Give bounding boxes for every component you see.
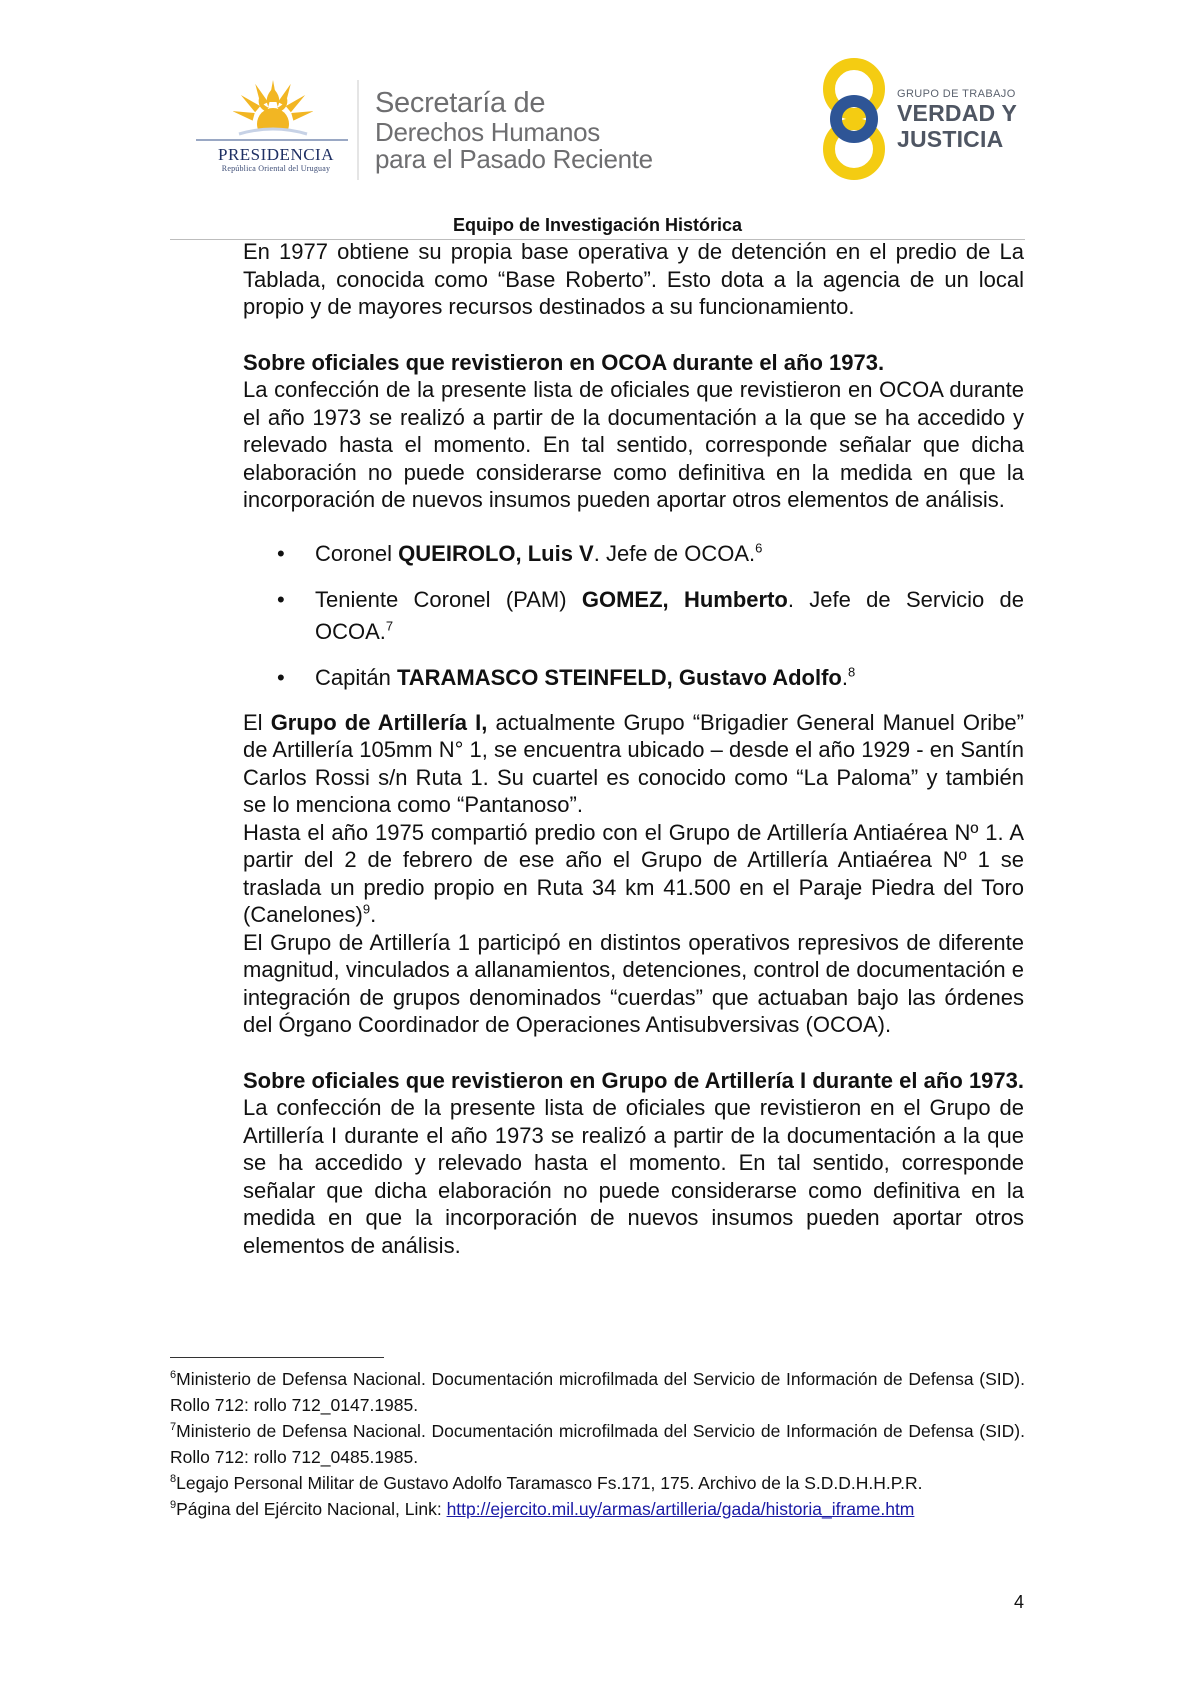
paragraph-predio: Hasta el año 1975 compartió predio con el Grupo de Artillería Antiaérea Nº 1. A partir del 2 de febrero de ese año el Grupo de Artillería Antiaérea Nº 1 se traslada un predio propio en Ruta 34 km 41.500 en el Paraje Piedra del Toro (Canelones)$^9$. xyxy=(243,819,1024,927)
section-ocoa-text: La confección de la presente lista de oficiales que revistieron en OCOA durante el año 1973 se realizó a partir de la documentación a la que se ha accedido y relevado hasta el momento. En tal sentido, corresponde señalar que dicha elaboración no puede considerarse como definitiva en la medida en que la incorporación de nuevos insumos pueden aportar otros elementos de análisis. xyxy=(243,377,1024,512)
footnote-ref: 6 xyxy=(755,540,763,556)
list-item: • Teniente Coronel (PAM) GOMEZ, Humberto. Jefe de Servicio de OCOA.$^7$ xyxy=(277,586,1024,644)
verdad-y-justicia-text xyxy=(897,88,1017,152)
paragraph-base-roberto: En 1977 obtiene su propia base operativa y de detención en el predio de La Tablada, conocida como “Base Roberto”. Esto dota a la agencia de un local propio y de mayores recursos destinados a su funcionamiento. xyxy=(243,239,1024,319)
secretaria-line-3: para el Pasado Reciente xyxy=(375,144,653,174)
page-number: 4 xyxy=(1013,1592,1024,1612)
secretaria-line-2: Derechos Humanos xyxy=(375,117,600,147)
sun-of-may-icon xyxy=(233,78,313,140)
list-item: • Capitán TARAMASCO STEINFELD, Gustavo Adolfo.$^8$ xyxy=(277,664,856,690)
footnotes xyxy=(170,1366,1025,1522)
presidencia-rule xyxy=(196,139,348,141)
document-body xyxy=(243,238,1024,1259)
header-divider xyxy=(357,80,359,180)
secretaria-logo-text xyxy=(375,88,653,173)
paragraph-grupo-artilleria: El Grupo de Artillería I, actualmente Grupo “Brigadier General Manuel Oribe” de Artillería 105mm N° 1, se encuentra ubicado – desde el año 1929 - en Santín Carlos Rossi s/n Ruta 1. Su cuartel es conocido como “La Paloma” y también se lo menciona como “Pantanoso”. xyxy=(243,709,1024,817)
footnote-ref: 9 xyxy=(362,901,371,917)
presidencia-name: PRESIDENCIA xyxy=(217,145,334,164)
section-artilleria-heading: Sobre oficiales que revistieron en Grupo de Artillería I durante el año 1973. xyxy=(243,1067,1024,1093)
footnote-9: $^9$Página del Ejército Nacional, Link: http://ejercito.mil.uy/armas/artilleria/gada/historia_iframe.htm xyxy=(170,1499,915,1519)
section-artilleria-paragraph: Sobre oficiales que revistieron en Grupo de Artillería I durante el año 1973. La confección de la presente lista de oficiales que revistieron en el Grupo de Artillería I durante el año 1973 se realizó a partir de la documentación a la que se ha accedido y relevado hasta el momento. En tal sentido, corresponde señalar que dicha elaboración no puede considerarse como definitiva en la medida en que la incorporación de nuevos insumos pueden aportar otros elementos de análisis. xyxy=(243,1067,1024,1258)
page-header xyxy=(0,0,1191,200)
presidencia-subtitle: República Oriental del Uruguay xyxy=(221,164,331,173)
paragraph-operativos: El Grupo de Artillería 1 participó en distintos operativos represivos de diferente magnitud, vinculados a allanamientos, detenciones, control de documentación e integración de grupos denominados “cuerdas” que actuaban bajo las órdenes del Órgano Coordinador de Operaciones Antisubversivas (OCOA). xyxy=(243,929,1024,1037)
ejercito-link[interactable]: http://ejercito.mil.uy/armas/artilleria/gada/historia_iframe.htm xyxy=(446,1499,915,1519)
footnote-7: $^7$Ministerio de Defensa Nacional. Documentación microfilmada del Servicio de Información de Defensa (SID). Rollo 712: rollo 712_0485.1985. xyxy=(170,1421,1025,1467)
footnote-rule xyxy=(170,1357,384,1358)
officer-list xyxy=(243,538,1024,694)
footnote-6: $^6$Ministerio de Defensa Nacional. Documentación microfilmada del Servicio de Información de Defensa (SID). Rollo 712: rollo 712_0147.1985. xyxy=(170,1369,1025,1415)
section-ocoa-heading: Sobre oficiales que revistieron en OCOA durante el año 1973. xyxy=(243,349,885,375)
grupo-line-2: JUSTICIA xyxy=(897,126,1004,152)
footnote-8: $^8$Legajo Personal Militar de Gustavo Adolfo Taramasco Fs.171, 175. Archivo de la S.D.D.H.H.P.R. xyxy=(170,1473,923,1493)
list-item: • Coronel QUEIROLO, Luis V. Jefe de OCOA.$^6$ xyxy=(277,540,763,566)
grupo-line-1: VERDAD Y xyxy=(897,100,1018,126)
team-title: Equipo de Investigación Histórica xyxy=(452,215,743,235)
verdad-y-justicia-rings-icon xyxy=(818,57,896,181)
footnote-ref: 8 xyxy=(847,664,856,680)
footnote-ref: 7 xyxy=(385,618,394,634)
secretaria-line-1: Secretaría de xyxy=(375,87,546,119)
grupo-label: GRUPO DE TRABAJO xyxy=(897,88,1016,100)
